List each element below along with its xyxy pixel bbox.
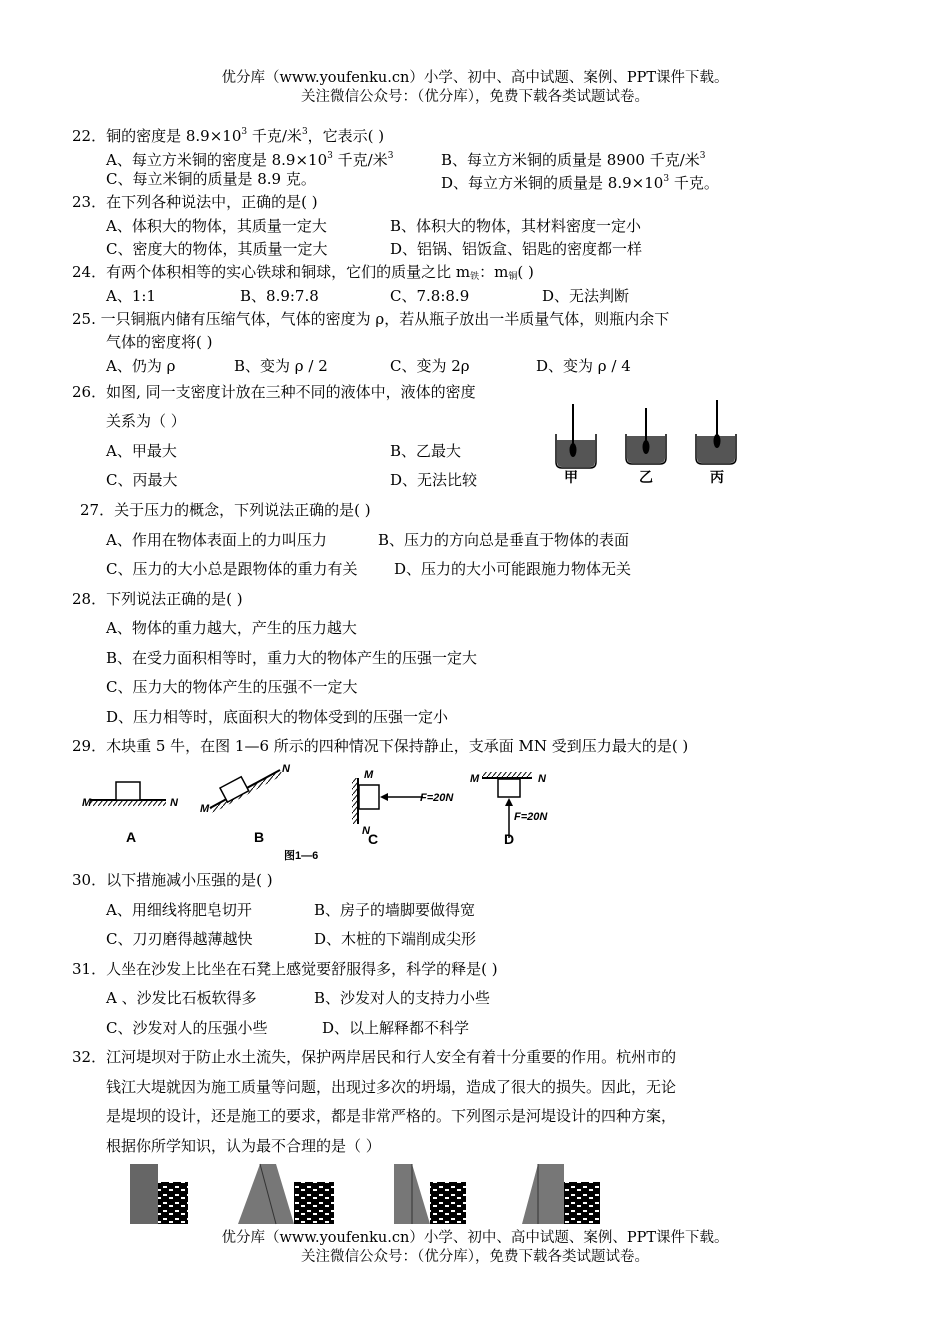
label-b: B (254, 829, 265, 845)
beaker-yi (626, 408, 666, 464)
figure-caption: 图1—6 (284, 850, 319, 862)
figure-d (470, 772, 548, 847)
footer-line-1: 优分库（www.youfenku.cn）小学、初中、高中试题、案例、PPT课件下载。 (221, 1230, 729, 1246)
q30-option-d: D、木桩的下端削成尖形 (314, 930, 477, 948)
q32-line-1: 32．江河堤坝对于防止水土流失，保护两岸居民和行人安全有着十分重要的作用。杭州市的 (72, 1048, 677, 1066)
pressure-figure (78, 758, 578, 864)
q32-line-4: 根据你所学知识，认为最不合理的是（ ） (106, 1137, 381, 1155)
q27-option-c: C、压力的大小总是跟物体的重力有关 (106, 560, 358, 578)
svg-text:M: M (200, 803, 210, 815)
q31-stem: 31．人坐在沙发上比坐在石凳上感觉要舒服得多，科学的释是( ) (72, 960, 498, 978)
hydrometer-figure (550, 396, 750, 490)
q26-line-1: 26．如图, 同一支密度计放在三种不同的液体中，液体的密度 (72, 383, 476, 401)
q25-option-d: D、变为 ρ / 4 (536, 357, 631, 375)
q25-line-1: 25. 一只铜瓶内储有压缩气体，气体的密度为 ρ，若从瓶子放出一半质量气体，则瓶内余下 (72, 310, 670, 328)
q26-option-d: D、无法比较 (390, 471, 478, 489)
q25-option-a: A、仍为 ρ (106, 357, 176, 375)
q28-option-a: A、物体的重力越大，产生的压力越大 (106, 619, 357, 637)
header-line-2: 关注微信公众号：（优分库），免费下载各类试题试卷。 (301, 89, 649, 105)
q22-option-a: A、每立方米铜的密度是 $8.9\times 10^3$ 千克/米$^3$ (106, 151, 394, 169)
q31-option-d: D、以上解释都不科学 (322, 1019, 470, 1037)
footer-line-2: 关注微信公众号：（优分库），免费下载各类试题试卷。 (301, 1249, 649, 1265)
q25-option-c: C、变为 2ρ (390, 357, 470, 375)
q26-line-2: 关系为（ ） (106, 412, 186, 430)
q24-stem: 24．有两个体积相等的实心铁球和铜球，它们的质量之比 $m_铁$：$m_铜$( ) (72, 263, 534, 282)
svg-text:M: M (470, 773, 480, 785)
q28-option-c: C、压力大的物体产生的压强不一定大 (106, 678, 358, 696)
q23-option-d: D、铝锅、铝饭盒、铝匙的密度都一样 (390, 240, 643, 258)
q30-stem: 30．以下措施减小压强的是( ) (72, 871, 273, 889)
q32-line-2: 钱江大堤就因为施工质量等问题，出现过多次的坍塌，造成了很大的损失。因此，无论 (106, 1078, 677, 1096)
svg-text:N: N (362, 825, 370, 837)
svg-text:M: M (364, 769, 374, 781)
q26-option-c: C、丙最大 (106, 471, 178, 489)
dam-3 (394, 1164, 466, 1224)
svg-text:N: N (538, 773, 546, 785)
q22-stem: 22．铜的密度是 $8.9\times 10^3$ 千克/米$^3$，它表示( ) (72, 127, 385, 145)
svg-text:N: N (170, 797, 178, 809)
q28-stem: 28．下列说法正确的是( ) (72, 590, 243, 608)
svg-text:F=20N: F=20N (420, 792, 454, 804)
label-bing: 丙 (710, 469, 724, 485)
q24-option-a: A、1:1 (106, 287, 156, 305)
beaker-jia (556, 404, 596, 468)
q23-option-b: B、体积大的物体，其材料密度一定小 (390, 217, 642, 235)
q26-option-b: B、乙最大 (390, 442, 462, 460)
q26-option-a: A、甲最大 (106, 442, 177, 460)
q23-stem: 23．在下列各种说法中，正确的是( ) (72, 193, 318, 211)
q22-option-b: B、每立方米铜的质量是 8900 千克/米$^3$ (441, 151, 706, 169)
q31-option-a: A 、沙发比石板软得多 (106, 989, 257, 1007)
q25-option-b: B、变为 ρ / 2 (234, 357, 328, 375)
figure-b (200, 763, 291, 845)
q27-option-a: A、作用在物体表面上的力叫压力 (106, 531, 327, 549)
q22-option-c: C、每立米铜的质量是 8.9 克。 (106, 170, 316, 188)
q25-line-2: 气体的密度将( ) (106, 333, 213, 351)
q22-option-d: D、每立方米铜的质量是 $8.9\times 10^3$ 千克。 (441, 174, 719, 192)
q30-option-c: C、刀刃磨得越薄越快 (106, 930, 253, 948)
q27-stem: 27．关于压力的概念，下列说法正确的是( ) (80, 501, 371, 519)
dam-figure (126, 1160, 616, 1226)
q24-option-c: C、7.8:8.9 (390, 287, 470, 305)
q32-line-3: 是堤坝的设计，还是施工的要求，都是非常严格的。下列图示是河堤设计的四种方案， (106, 1107, 677, 1125)
header-line-1: 优分库（www.youfenku.cn）小学、初中、高中试题、案例、PPT课件下载。 (221, 70, 729, 86)
q24-option-d: D、无法判断 (542, 287, 630, 305)
svg-text:N: N (282, 763, 290, 775)
q28-option-b: B、在受力面积相等时，重力大的物体产生的压强一定大 (106, 649, 478, 667)
q24-option-b: B、8.9:7.8 (240, 287, 319, 305)
q30-option-b: B、房子的墙脚要做得宽 (314, 901, 476, 919)
label-yi: 乙 (639, 469, 653, 485)
q23-option-a: A、体积大的物体，其质量一定大 (106, 217, 327, 235)
q31-option-c: C、沙发对人的压强小些 (106, 1019, 268, 1037)
figure-a (82, 782, 179, 845)
q27-option-d: D、压力的大小可能跟施力物体无关 (394, 560, 632, 578)
dam-4 (522, 1164, 600, 1224)
q31-option-b: B、沙发对人的支持力小些 (314, 989, 491, 1007)
label-c: C (368, 831, 379, 847)
label-a: A (126, 829, 137, 845)
dam-1 (130, 1164, 188, 1224)
q29-stem: 29．木块重 5 牛，在图 1—6 所示的四种情况下保持静止，支承面 MN 受到压力最大的是( ) (72, 737, 689, 755)
label-d: D (504, 831, 515, 847)
svg-text:F=20N: F=20N (514, 811, 548, 823)
label-jia: 甲 (564, 469, 578, 485)
dam-2 (238, 1164, 334, 1224)
q23-option-c: C、密度大的物体，其质量一定大 (106, 240, 328, 258)
q28-option-d: D、压力相等时，底面积大的物体受到的压强一定小 (106, 708, 449, 726)
beaker-bing (696, 400, 736, 464)
figure-c (352, 769, 454, 847)
svg-text:M: M (82, 797, 92, 809)
q30-option-a: A、用细线将肥皂切开 (106, 901, 252, 919)
q27-option-b: B、压力的方向总是垂直于物体的表面 (378, 531, 630, 549)
